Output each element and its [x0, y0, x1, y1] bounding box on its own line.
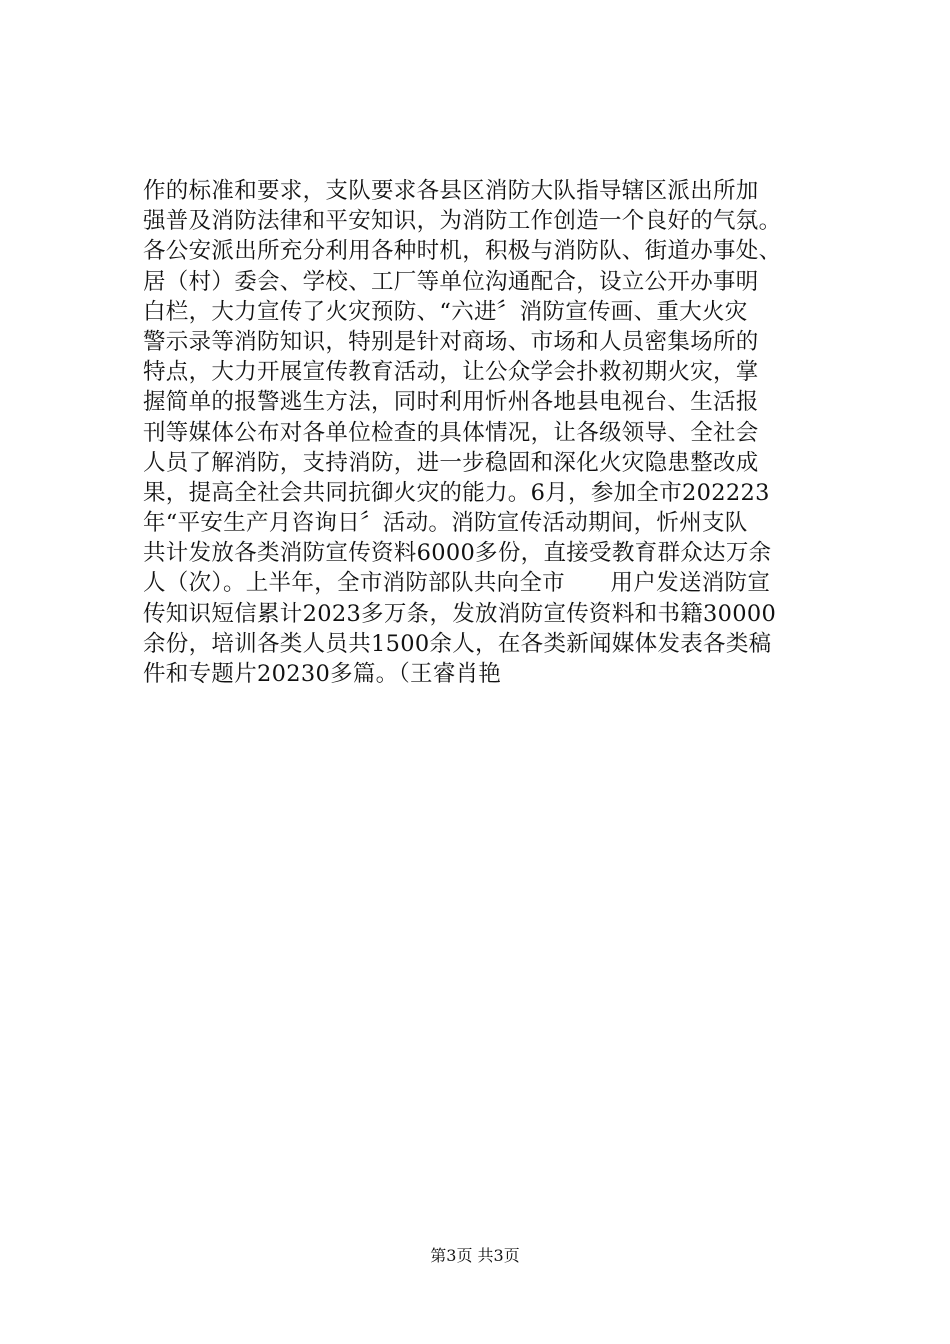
text-line: 白栏，大力宣传了火灾预防、“六进〞消防宣传画、重大火灾 [143, 298, 748, 325]
page-number-footer: 第3页 共3页 [430, 1246, 520, 1265]
text-line: 警示录等消防知识，特别是针对商场、市场和人员密集场所的 [143, 328, 759, 355]
text-line: 人员了解消防，支持消防，进一步稳固和深化火灾隐患整改成 [143, 449, 759, 476]
text-line: 强普及消防法律和平安知识，为消防工作创造一个良好的气氛。 [143, 208, 782, 235]
text-line: 年“平安生产月咨询日〞活动。消防宣传活动期间，忻州支队 [143, 510, 748, 537]
text-line: 件和专题片20230多篇。（王睿肖艳 [143, 661, 502, 687]
text-line: 特点，大力开展宣传教育活动，让公众学会扑救初期火灾，掌 [143, 359, 759, 386]
text-line: 人（次）。上半年，全市消防部队共向全市 用户发送消防宣 [143, 570, 771, 597]
text-line: 传知识短信累计2023多万条，发放消防宣传资料和书籍30000 [143, 600, 777, 627]
text-line: 刊等媒体公布对各单位检查的具体情况，让各级领导、全社会 [143, 419, 759, 446]
text-line: 共计发放各类消防宣传资料6000多份，直接受教育群众达万余 [143, 540, 772, 567]
text-line: 作的标准和要求，支队要求各县区消防大队指导辖区派出所加 [143, 178, 759, 204]
text-line: 果，提高全社会共同抗御火灾的能力。6月，参加全市202223 [143, 479, 770, 506]
text-line: 居（村）委会、学校、工厂等单位沟通配合，设立公开办事明 [143, 268, 759, 295]
body-paragraph [143, 176, 843, 689]
text-line: 各公安派出所充分利用各种时机，积极与消防队、街道办事处、 [143, 238, 782, 265]
text-line: 余份，培训各类人员共1500余人，在各类新闻媒体发表各类稿 [143, 630, 772, 657]
text-line: 握简单的报警逃生方法，同时利用忻州各地县电视台、生活报 [143, 389, 759, 416]
